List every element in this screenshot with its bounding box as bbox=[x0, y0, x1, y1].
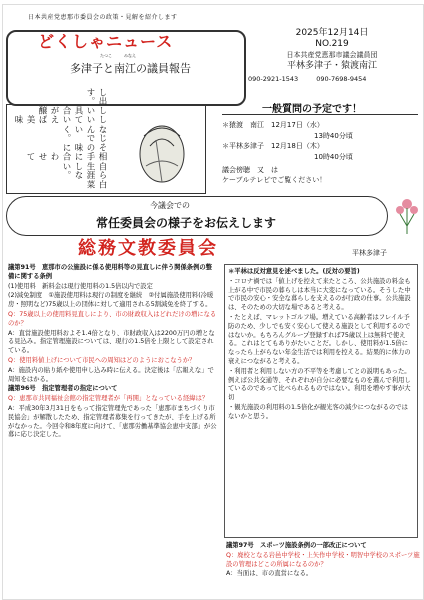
question-3: Q：恵那市共同福祉会館の指定管理者が「再開」となっている経緯は？ bbox=[8, 395, 209, 403]
newsletter-title: どくしゃニュース bbox=[38, 32, 174, 51]
row1-time: 13時40分頃 bbox=[314, 131, 353, 140]
answer-2: A：施設内の貼り紙や使用申し込み時に伝える。決定後は「広報えな」で周知をはかる。 bbox=[8, 366, 214, 383]
question-title: 一般質問の予定です！ bbox=[262, 104, 362, 115]
opposition-point-2: ・たとえば、マレットゴルフ場。増えている高齢者はフレイル予防のため、少しでも安く安心して使える施設として利用するのではないか。もちろんグループ登録すれば75歳以上は無料で使える。これはとてもありがたいことだ。しかし、使用料が1.5倍になったら上がらない年金生活では利用を控える。結果的に体力の衰えにつながると考える。 bbox=[228, 313, 411, 365]
column-text bbox=[12, 87, 108, 188]
question-2: Q：使用料値上げについて市民への周知はどのようにおこなうか？ bbox=[8, 356, 196, 364]
newsletter-subtitle: 多津子と南江の議員報告 bbox=[70, 62, 191, 75]
issue-date: 2025年12月14日 bbox=[295, 28, 369, 38]
author-name: 平林多津子 bbox=[352, 249, 387, 257]
bill-91-title: 議第91号 恵那市の公施設に係る使用料等の見直しに伴う関係条例の整備に関する条例 bbox=[8, 264, 212, 280]
column-line: なじんでいく。 bbox=[61, 124, 107, 142]
row2-date: 12月18日（木） bbox=[271, 142, 324, 150]
issue-number: NO.219 bbox=[315, 39, 349, 49]
question-4: Q：廃校となる岩邑中学校・上矢作中学校・明智中学校のスポーツ施設の管理はどこの所属になるのか？ bbox=[226, 551, 420, 568]
tv-notice bbox=[222, 165, 326, 185]
bill-91-exemption: (2)減免制度 ①施設使用料は現行の制度を継続 ②付属施設使用料(冷暖房・照明など)75歳以上の団体に対して適用される5割減免を終了する。 bbox=[8, 292, 214, 309]
ruby-text: たつこ みなえ bbox=[100, 53, 136, 58]
column-line: し出す。 bbox=[85, 87, 107, 105]
issue-members: 平林多津子・猿渡南江 bbox=[286, 61, 377, 71]
bill-97-title: 議第97号 スポーツ施設条例の一部改正について bbox=[226, 542, 367, 549]
phone-2: 090-7698-9454 bbox=[316, 75, 367, 83]
opposition-point-3: ・利用者と利用しない方の不平等を考慮してとの説明もあった。例えば公共交通等、それぞれが自分に必要なものを選んで利用しているのであって比べられるものではない。利用を増やす事が大切 bbox=[228, 367, 411, 402]
flower-illustration bbox=[394, 196, 420, 236]
answer-3: A：平成30年3月31日をもって指定管理先であった「恵那市まちづくり市民協会」が解散したため、指定管理者募集を行ってきたが、手を上げる所がなかった。今回令和8年度に向けて、「恵那労働基準協会恵中支部」が公募に応じ決定した。 bbox=[8, 404, 217, 439]
row2-time: 10時40分頃 bbox=[314, 152, 353, 161]
bill-91-usage-fee: (1)使用料 新料金は現行使用料の1.5倍以内で設定 bbox=[8, 282, 153, 290]
column-line: 白菜 bbox=[85, 179, 107, 188]
row2-name: ＊平林多津子 bbox=[222, 142, 264, 150]
answer-1: A：直営施設使用料およそ1.4倍となり、市財政収入は2200万円の増となる見込み。指定管理施設については、現行の1.5倍を上限として設定されている。 bbox=[8, 329, 215, 355]
opposition-point-1: ・コロナ禍では「値上げを控えて来たところ、公共施設の料金も上がる中で市民の暮らしは本当に大変になっている。そうした中で市民の安心・安全な暮らしを支えるのが行政の仕事。公共施設は、そのための大切な場であると考える。 bbox=[228, 277, 411, 312]
left-column bbox=[8, 264, 218, 441]
cabbage-illustration bbox=[126, 116, 198, 186]
column-line: 自ら生涯しない。 bbox=[61, 161, 107, 179]
bill-97-section bbox=[226, 542, 420, 580]
column-line: その味に bbox=[61, 142, 107, 151]
tagline: 日本共産党恵那市委員会の政策・見解を紹介します bbox=[28, 14, 178, 21]
column-line: しい具合が醸 bbox=[37, 105, 107, 114]
bill-96-title: 議第96号 指定管理者の指定について bbox=[8, 385, 118, 393]
column-line: しいていえば美味 bbox=[13, 115, 107, 124]
banner-small: 今議会での bbox=[150, 201, 190, 210]
row1-date: 12月17日（水） bbox=[271, 121, 324, 129]
issue-org: 日本共産党恵那市議会議員団 bbox=[286, 51, 378, 59]
banner-big: 常任委員会の様子をお伝えします bbox=[96, 216, 277, 230]
tv-line-1: 議会傍聴 又 は bbox=[222, 166, 278, 174]
issue-info bbox=[246, 28, 418, 72]
committee-title: 総務文教委員会 bbox=[78, 238, 218, 259]
question-1: Q：75歳以上の使用料見直しにより、市の財政収入はどれだけの増になるのか？ bbox=[8, 310, 217, 327]
question-schedule bbox=[222, 120, 353, 162]
tv-line-2: ケーブルテレビでご覧ください！ bbox=[222, 176, 327, 184]
column-line: 相手に合わせて bbox=[25, 152, 107, 161]
row1-name: ＊猿渡 南江 bbox=[222, 121, 264, 129]
answer-4: A：当面は、市の直営になる。 bbox=[226, 570, 313, 578]
opposition-title: ＊平林は反対意見を述べました。(反対の要旨) bbox=[228, 268, 360, 275]
phone-1: 090-2921-1543 bbox=[248, 75, 299, 83]
opposition-point-4: ・観光施設の利用料の1.5倍化が観光客の減少につながるのではないかと思う。 bbox=[228, 403, 408, 420]
opposition-box bbox=[224, 264, 418, 538]
phones bbox=[248, 75, 420, 83]
